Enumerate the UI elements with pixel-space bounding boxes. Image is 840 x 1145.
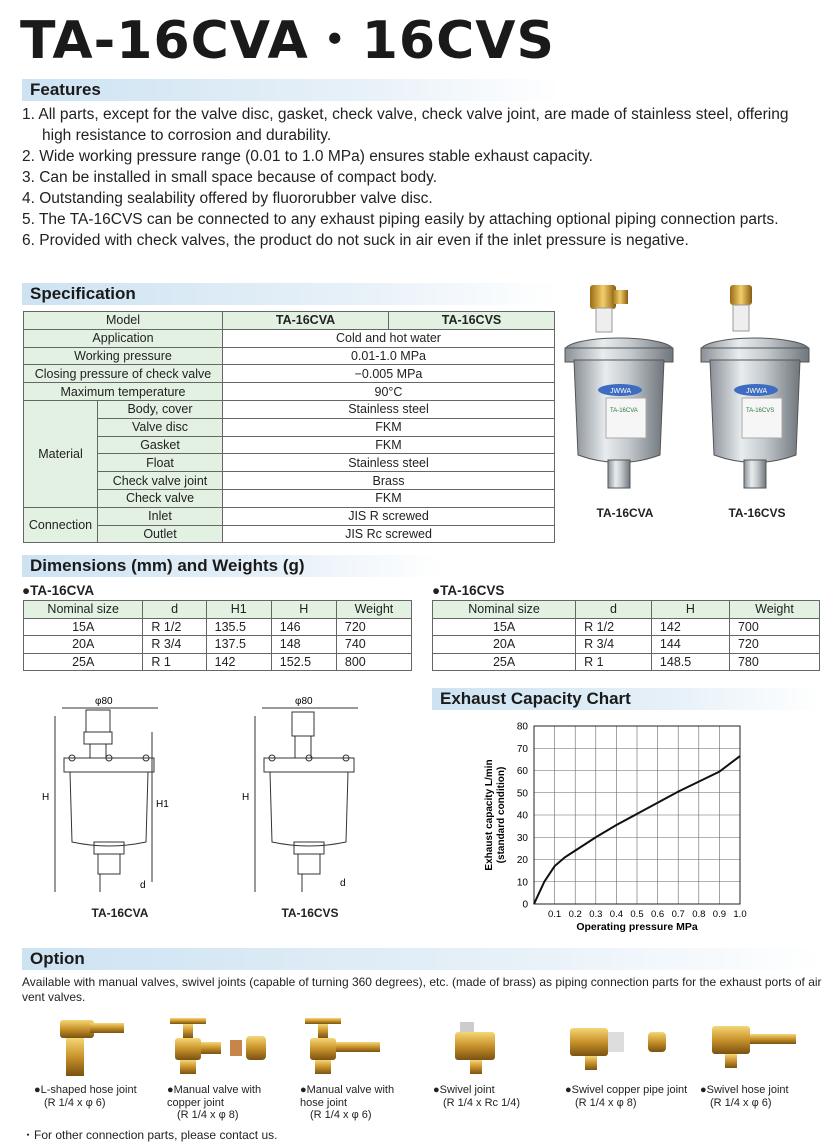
x-tick-label: 0.3: [589, 909, 603, 920]
drawing-cva: [55, 708, 158, 892]
x-tick-label: 1.0: [733, 909, 747, 920]
x-tick-label: 0.9: [712, 909, 727, 920]
dim-header: H: [651, 601, 729, 619]
spec-col-s: TA-16CVS: [389, 312, 555, 330]
spec-value: Stainless steel: [223, 400, 555, 418]
spec-value: Stainless steel: [223, 454, 555, 472]
spec-col-model: Model: [24, 312, 223, 330]
spec-label: Check valve: [98, 489, 223, 507]
dim-cell: 15A: [24, 618, 143, 636]
dim-cell: 700: [729, 618, 819, 636]
dim-header: Nominal size: [433, 601, 576, 619]
option-item: [565, 1084, 695, 1109]
dim-cell: 20A: [433, 636, 576, 654]
y-tick-label: 0: [522, 899, 528, 911]
valve-cvs-image: [701, 285, 809, 488]
x-tick-label: 0.4: [609, 909, 624, 920]
features-list: [22, 104, 822, 251]
page-title: TA-16CVA・16CVS: [20, 11, 555, 71]
spec-value: FKM: [223, 418, 555, 436]
dim-phi: φ80: [95, 696, 113, 707]
dim-header: H1: [206, 601, 271, 619]
dim-cell: 135.5: [206, 618, 271, 636]
y-tick-label: 30: [516, 832, 528, 844]
dim-h: H: [42, 792, 50, 803]
dim-header: d: [143, 601, 206, 619]
chart-ylabel: Exhaust capacity L/min: [484, 759, 495, 871]
y-tick-label: 50: [516, 788, 528, 800]
spec-label: Inlet: [98, 507, 223, 525]
dim-table-s: [432, 600, 820, 671]
dim-cell: 25A: [24, 653, 143, 671]
valve-cva-image: [565, 285, 673, 488]
dim-cell: R 3/4: [576, 636, 652, 654]
jwwa-mark: JWWA: [746, 388, 768, 395]
table-row: [433, 618, 820, 636]
x-tick-label: 0.7: [671, 909, 685, 920]
dim-cell: R 1/2: [143, 618, 206, 636]
spec-label: Material: [24, 400, 98, 507]
option-spec: (R 1/4 x Rc 1/4): [443, 1096, 521, 1109]
dim-h: H: [242, 792, 250, 803]
dim-header: Weight: [336, 601, 411, 619]
y-tick-label: 10: [516, 877, 528, 889]
spec-label: Connection: [24, 507, 98, 543]
photo-label-s: TA-16CVS: [728, 506, 786, 520]
dim-cell: R 1/2: [576, 618, 652, 636]
dim-header: Nominal size: [24, 601, 143, 619]
dim-cell: 20A: [24, 636, 143, 654]
features-heading: Features: [22, 79, 562, 101]
table-row: [24, 653, 412, 671]
spec-value: 0.01-1.0 MPa: [223, 347, 555, 365]
l-hose-joint-image: [60, 1020, 124, 1076]
option-item: [700, 1084, 825, 1109]
drawing-label-a: TA-16CVA: [91, 906, 149, 920]
option-item: [300, 1084, 420, 1122]
manual-valve-copper-image: [170, 1018, 266, 1074]
manual-valve-hose-image: [305, 1018, 380, 1074]
option-name: ●Manual valve with hose joint: [300, 1084, 395, 1109]
dim-cell: 146: [271, 618, 336, 636]
spec-value: 90°C: [223, 383, 555, 401]
option-name: ●L-shaped hose joint: [34, 1084, 137, 1096]
option-spec: (R 1/4 x φ 6): [710, 1096, 772, 1109]
dim-cell: R 3/4: [143, 636, 206, 654]
spec-value: Brass: [223, 472, 555, 490]
dim-cell: 720: [729, 636, 819, 654]
option-name: ●Swivel copper pipe joint: [565, 1084, 688, 1096]
y-tick-label: 40: [516, 810, 528, 822]
option-spec: (R 1/4 x φ 8): [177, 1109, 239, 1121]
option-name: ●Swivel hose joint: [700, 1084, 789, 1096]
table-row: [24, 618, 412, 636]
feature-item: 5. The TA-16CVS can be connected to any exhaust piping easily by attaching optional piping connection parts.: [22, 211, 779, 228]
dim-d: d: [340, 878, 346, 889]
chart-title: Exhaust Capacity Chart: [432, 688, 822, 710]
dim-h1: H1: [156, 799, 169, 810]
technical-drawings: [40, 692, 380, 922]
dim-cell: 142: [206, 653, 271, 671]
nameplate-text: TA-16CVS: [746, 408, 775, 414]
feature-item: 1. All parts, except for the valve disc, gasket, check valve, check valve joint, are made of stainless steel, offering high resistance to corrosion and durability.: [22, 106, 789, 144]
dim-cell: 148: [271, 636, 336, 654]
photo-label-a: TA-16CVA: [596, 506, 654, 520]
y-tick-label: 60: [516, 766, 528, 777]
chart-ylabel2: (standard condition): [496, 766, 507, 864]
y-tick-label: 20: [516, 855, 528, 866]
option-spec: (R 1/4 x φ 6): [44, 1096, 106, 1109]
spec-label: Maximum temperature: [24, 383, 223, 401]
spec-table: [23, 311, 555, 543]
dim-cell: 25A: [433, 653, 576, 671]
spec-col-a: TA-16CVA: [223, 312, 389, 330]
spec-label: Application: [24, 329, 223, 347]
feature-item: 4. Outstanding sealability offered by fluororubber valve disc.: [22, 190, 433, 207]
jwwa-mark: JWWA: [610, 388, 632, 395]
dimensions-heading: Dimensions (mm) and Weights (g): [22, 555, 442, 577]
dim-s-title: ●TA-16CVS: [432, 583, 505, 598]
swivel-hose-image: [712, 1026, 796, 1068]
dim-table-a: [23, 600, 412, 671]
option-spec: (R 1/4 x φ 6): [310, 1109, 372, 1121]
spec-label: Valve disc: [98, 418, 223, 436]
option-heading: Option: [22, 948, 822, 970]
spec-label: Body, cover: [98, 400, 223, 418]
option-item: [34, 1084, 164, 1109]
swivel-copper-image: [570, 1028, 666, 1070]
dim-header: H: [271, 601, 336, 619]
spec-value: JIS R screwed: [223, 507, 555, 525]
spec-label: Working pressure: [24, 347, 223, 365]
spec-label: Closing pressure of check valve: [24, 365, 223, 383]
x-tick-label: 0.6: [650, 909, 665, 920]
spec-value: FKM: [223, 489, 555, 507]
table-row: [24, 636, 412, 654]
dim-cell: 148.5: [651, 653, 729, 671]
option-item: [433, 1084, 553, 1109]
dim-header: Weight: [729, 601, 819, 619]
spec-label: Gasket: [98, 436, 223, 454]
nameplate-text: TA-16CVA: [610, 408, 638, 414]
spec-value: −0.005 MPa: [223, 365, 555, 383]
option-name: ●Swivel joint: [433, 1084, 495, 1096]
feature-item: 3. Can be installed in small space because of compact body.: [22, 169, 438, 186]
dim-cell: 720: [336, 618, 411, 636]
dim-cell: 15A: [433, 618, 576, 636]
chart-xlabel: Operating pressure MPa: [576, 921, 698, 933]
swivel-joint-image: [455, 1022, 495, 1074]
drawing-cvs: [255, 708, 358, 892]
x-tick-label: 0.5: [630, 909, 644, 920]
exhaust-chart: [470, 712, 800, 938]
table-row: [433, 636, 820, 654]
option-images: [40, 1010, 820, 1085]
spec-value: FKM: [223, 436, 555, 454]
feature-item: 2. Wide working pressure range (0.01 to 1.0 MPa) ensures stable exhaust capacity.: [22, 148, 593, 165]
drawing-label-s: TA-16CVS: [281, 906, 339, 920]
dim-cell: 780: [729, 653, 819, 671]
spec-label: Float: [98, 454, 223, 472]
dim-cell: 800: [336, 653, 411, 671]
dim-phi: φ80: [295, 696, 313, 707]
spec-value: Cold and hot water: [223, 329, 555, 347]
dim-d: d: [140, 880, 146, 891]
dim-cell: R 1: [143, 653, 206, 671]
option-note: ・For other connection parts, please contact us.: [22, 1128, 278, 1142]
option-spec: (R 1/4 x φ 8): [575, 1096, 637, 1109]
spec-label: Outlet: [98, 525, 223, 543]
dim-cell: 142: [651, 618, 729, 636]
spec-heading: Specification: [22, 283, 557, 305]
dim-cell: 144: [651, 636, 729, 654]
dim-cell: 137.5: [206, 636, 271, 654]
y-tick-label: 80: [516, 721, 528, 733]
spec-value: JIS Rc screwed: [223, 525, 555, 543]
x-tick-label: 0.1: [547, 909, 562, 920]
y-tick-label: 70: [516, 743, 528, 755]
dim-cell: R 1: [576, 653, 652, 671]
product-photo: [560, 280, 830, 500]
dim-cell: 152.5: [271, 653, 336, 671]
dim-a-title: ●TA-16CVA: [22, 583, 95, 598]
spec-label: Check valve joint: [98, 472, 223, 490]
x-tick-label: 0.8: [692, 909, 706, 920]
option-intro: Available with manual valves, swivel joints (capable of turning 360 degrees), etc. (made of brass) as piping connection parts for the exhaust ports of air vent valves.: [22, 975, 822, 1004]
x-tick-label: 0.2: [568, 909, 582, 920]
dim-cell: 740: [336, 636, 411, 654]
option-item: [167, 1084, 287, 1122]
feature-item: 6. Provided with check valves, the product do not suck in air even if the inlet pressure is negative.: [22, 232, 689, 249]
option-name: ●Manual valve with copper joint: [167, 1084, 262, 1109]
dim-header: d: [576, 601, 652, 619]
table-row: [433, 653, 820, 671]
